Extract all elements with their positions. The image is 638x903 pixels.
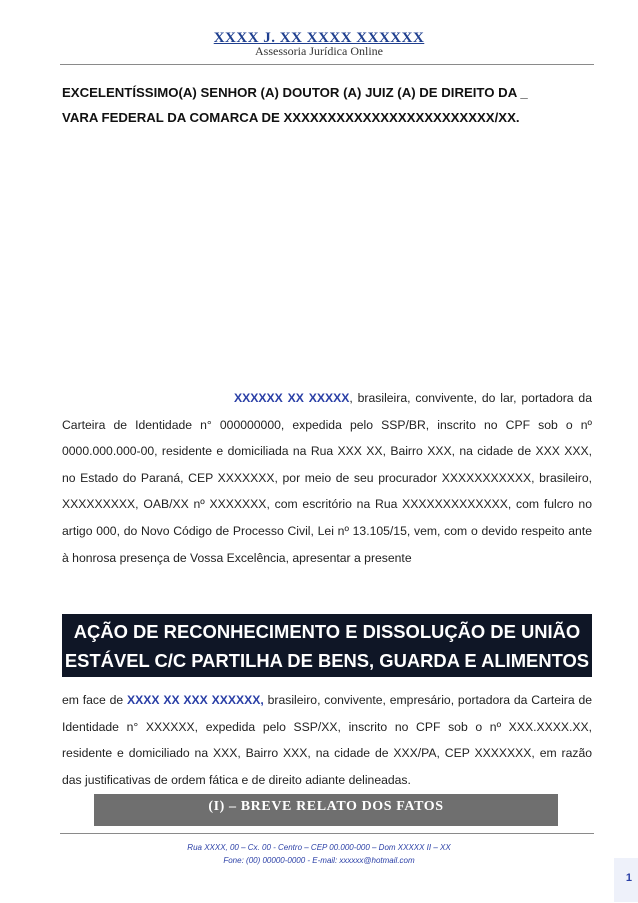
action-title (62, 614, 592, 677)
page-number: 1 (625, 872, 632, 884)
action-title-line-2: ESTÁVEL C/C PARTILHA DE BENS, GUARDA E ALIMENTOS (64, 650, 590, 671)
plaintiff-name: XXXXXX XX XXXXX (234, 391, 350, 405)
defendant-name: XXXX XX XXX XXXXXX, (127, 693, 264, 707)
letterhead-title: XXXX J. XX XXXX XXXXXX (213, 30, 425, 46)
court-address-line-2: VARA FEDERAL DA COMARCA DE XXXXXXXXXXXXXXXXXXXXXXXX/XX. (62, 110, 520, 125)
footer-contact: Fone: (00) 00000-0000 - E-mail: xxxxxx@hotmail.com (223, 856, 415, 865)
footer-divider (60, 833, 594, 834)
defendant-paragraph (62, 687, 592, 793)
defendant-prefix: em face de (62, 693, 127, 707)
action-title-line-1: AÇÃO DE RECONHECIMENTO E DISSOLUÇÃO DE UNIÃO (73, 621, 581, 642)
court-address-line-1: EXCELENTÍSSIMO(A) SENHOR (A) DOUTOR (A) JUIZ (A) DE DIREITO DA _ (62, 85, 528, 100)
section-heading: (I) – BREVE RELATO DOS FATOS (94, 794, 558, 826)
plaintiff-text: , brasileira, convivente, do lar, portadora da Carteira de Identidade n° 000000000, expedida pelo SSP/BR, inscrito no CPF sob o nº 0000.000.000-00, residente e domiciliada na Rua XXX XX, Bairro XXX, na cidade de XXX XXX, no Estado do Paraná, CEP XXXXXXX, por meio de seu procurador XXXXXXXXXXX, brasileiro, XXXXXXXXX, OAB/XX nº XXXXXXX, com escritório na Rua XXXXXXXXXXXXX, com fulcro no artigo 000, do Novo Código de Processo Civil, Lei nº 13.105/15, vem, com o devido respeito ante à honrosa presença de Vossa Excelência, apresentar a presente (62, 391, 592, 565)
plaintiff-paragraph (62, 385, 592, 571)
header-divider (60, 64, 594, 65)
letterhead-subtitle: Assessoria Jurídica Online (255, 44, 383, 58)
court-address (62, 80, 592, 130)
footer-address: Rua XXXX, 00 – Cx. 00 - Centro – CEP 00.000-000 – Dom XXXXX II – XX (187, 843, 451, 852)
defendant-text: brasileiro, convivente, empresário, portadora da Carteira de Identidade n° XXXXXX, expedida pelo SSP/XX, inscrito no CPF sob o nº XXX.XXXX.XX, residente e domiciliado na XXX, Bairro XXX, na cidade de XXX/PA, CEP XXXXXXX, em razão das justificativas de ordem fática e de direito adiante delineadas. (62, 693, 593, 787)
